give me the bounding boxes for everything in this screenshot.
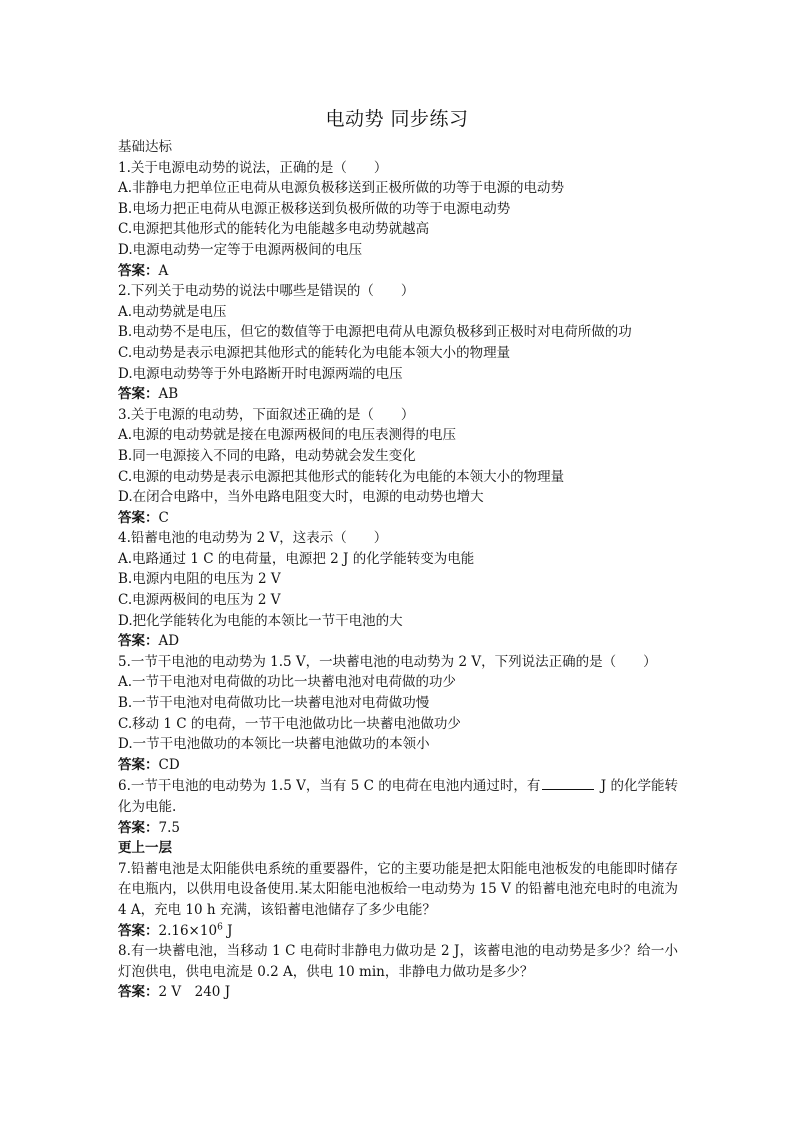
answer-value: AD — [158, 633, 180, 650]
section-heading-advanced: 更上一层 — [118, 840, 172, 857]
q4-option-d: D.把化学能转化为电能的本领比一节干电池的大 — [118, 612, 403, 629]
answer-value: 7.5 — [158, 819, 180, 836]
q4-option-c: C.电源两极间的电压为 2 V — [118, 592, 281, 609]
q1-answer — [118, 261, 678, 282]
q7-answer — [118, 921, 678, 942]
q3-option-c: C.电源的电动势是表示电源把其他形式的能转化为电能的本领大小的物理量 — [118, 468, 565, 485]
answer-label: 答案： — [118, 756, 159, 773]
q6-answer — [118, 818, 678, 839]
answer-unit: J — [222, 922, 233, 939]
fill-blank — [542, 775, 594, 790]
page-title: 电动势 同步练习 — [325, 108, 469, 130]
question-8: 8.有一块蓄电池，当移动 1 C 电荷时非静电力做功是 2 J，该蓄电池的电动势是多少？给一小灯泡供电，供电电流是 0.2 A，供电 10 min，非静电力做功是多少？ — [118, 943, 678, 980]
q2-option-c: C.电动势是表示电源把其他形式的能转化为电能本领大小的物理量 — [118, 344, 511, 361]
q2-option-a: A.电动势就是电压 — [118, 303, 227, 320]
q6-stem-part1: 6.一节干电池的电动势为 1.5 V，当有 5 C 的电荷在电池内通过时，有 — [118, 778, 541, 795]
q1-option-a: A.非静电力把单位正电荷从电源负极移送到正极所做的功等于电源的电动势 — [118, 180, 565, 197]
answer-label: 答案： — [118, 262, 159, 279]
q2-answer — [118, 384, 678, 405]
question-6 — [118, 775, 678, 817]
q6-stem-part2: J 的化学能转化为电能. — [118, 778, 678, 815]
q3-answer — [118, 508, 678, 529]
q2-option-b: B.电动势不是电压，但它的数值等于电源把电荷从电源负极移到正极时对电荷所做的功 — [118, 324, 632, 341]
q3-option-a: A.电源的电动势就是接在电源两极间的电压表测得的电压 — [118, 427, 457, 444]
q5-option-a: A.一节干电池对电荷做的功比一块蓄电池对电荷做的功少 — [118, 674, 457, 691]
answer-value: C — [158, 509, 169, 526]
q1-option-d: D.电源电动势一定等于电源两极间的电压 — [118, 241, 363, 258]
answer-value: A — [158, 262, 169, 279]
q3-option-b: B.同一电源接入不同的电路，电动势就会发生变化 — [118, 447, 416, 464]
q5-option-d: D.一节干电池做功的本领比一块蓄电池做功的本领小 — [118, 736, 430, 753]
q3-option-d: D.在闭合电路中，当外电路电阻变大时，电源的电动势也增大 — [118, 489, 484, 506]
answer-exponent: 6 — [217, 922, 223, 933]
q2-option-d: D.电源电动势等于外电路断开时电源两端的电压 — [118, 365, 403, 382]
question-1: 1.关于电源电动势的说法，正确的是（ ） — [118, 159, 388, 176]
q1-option-b: B.电场力把正电荷从电源正极移送到负极所做的功等于电源电动势 — [118, 200, 511, 217]
q4-option-b: B.电源内电阻的电压为 2 V — [118, 571, 281, 588]
section-heading: 基础达标 — [118, 139, 172, 155]
question-2: 2.下列关于电动势的说法中哪些是错误的（ ） — [118, 283, 415, 300]
answer-value: CD — [158, 756, 180, 773]
q5-option-b: B.一节干电池对电荷做功比一块蓄电池对电荷做功慢 — [118, 695, 430, 712]
answer-label: 答案： — [118, 922, 159, 939]
document-body — [118, 137, 678, 1003]
q5-answer — [118, 755, 678, 776]
answer-label: 答案： — [118, 386, 159, 403]
q4-option-a: A.电路通过 1 C 的电荷量，电源把 2 J 的化学能转变为电能 — [118, 550, 475, 567]
question-4: 4.铅蓄电池的电动势为 2 V，这表示（ ） — [118, 530, 388, 547]
q5-option-c: C.移动 1 C 的电荷，一节干电池做功比一块蓄电池做功少 — [118, 715, 461, 732]
answer-label: 答案： — [118, 509, 159, 526]
q4-answer — [118, 631, 678, 652]
question-5: 5.一节干电池的电动势为 1.5 V，一块蓄电池的电动势为 2 V，下列说法正确的是（ ） — [118, 653, 657, 670]
question-3: 3.关于电源的电动势，下面叙述正确的是（ ） — [118, 406, 415, 423]
answer-label: 答案： — [118, 984, 159, 1001]
q1-option-c: C.电源把其他形式的能转化为电能越多电动势就越高 — [118, 221, 430, 238]
q8-answer — [118, 982, 678, 1003]
answer-value: 2 V 240 J — [158, 984, 231, 1001]
answer-label: 答案： — [118, 633, 159, 650]
answer-value-base: 2.16×10 — [158, 922, 218, 939]
answer-label: 答案： — [118, 819, 159, 836]
question-7: 7.铅蓄电池是太阳能供电系统的重要器件，它的主要功能是把太阳能电池板发的电能即时储存在电瓶内，以供用电设备使用.某太阳能电池板给一电动势为 15 V 的铅蓄电池充电时的电流为 4 A，充电 10 h 充满，该铅蓄电池储存了多少电能？ — [118, 860, 678, 918]
answer-value: AB — [158, 386, 179, 403]
